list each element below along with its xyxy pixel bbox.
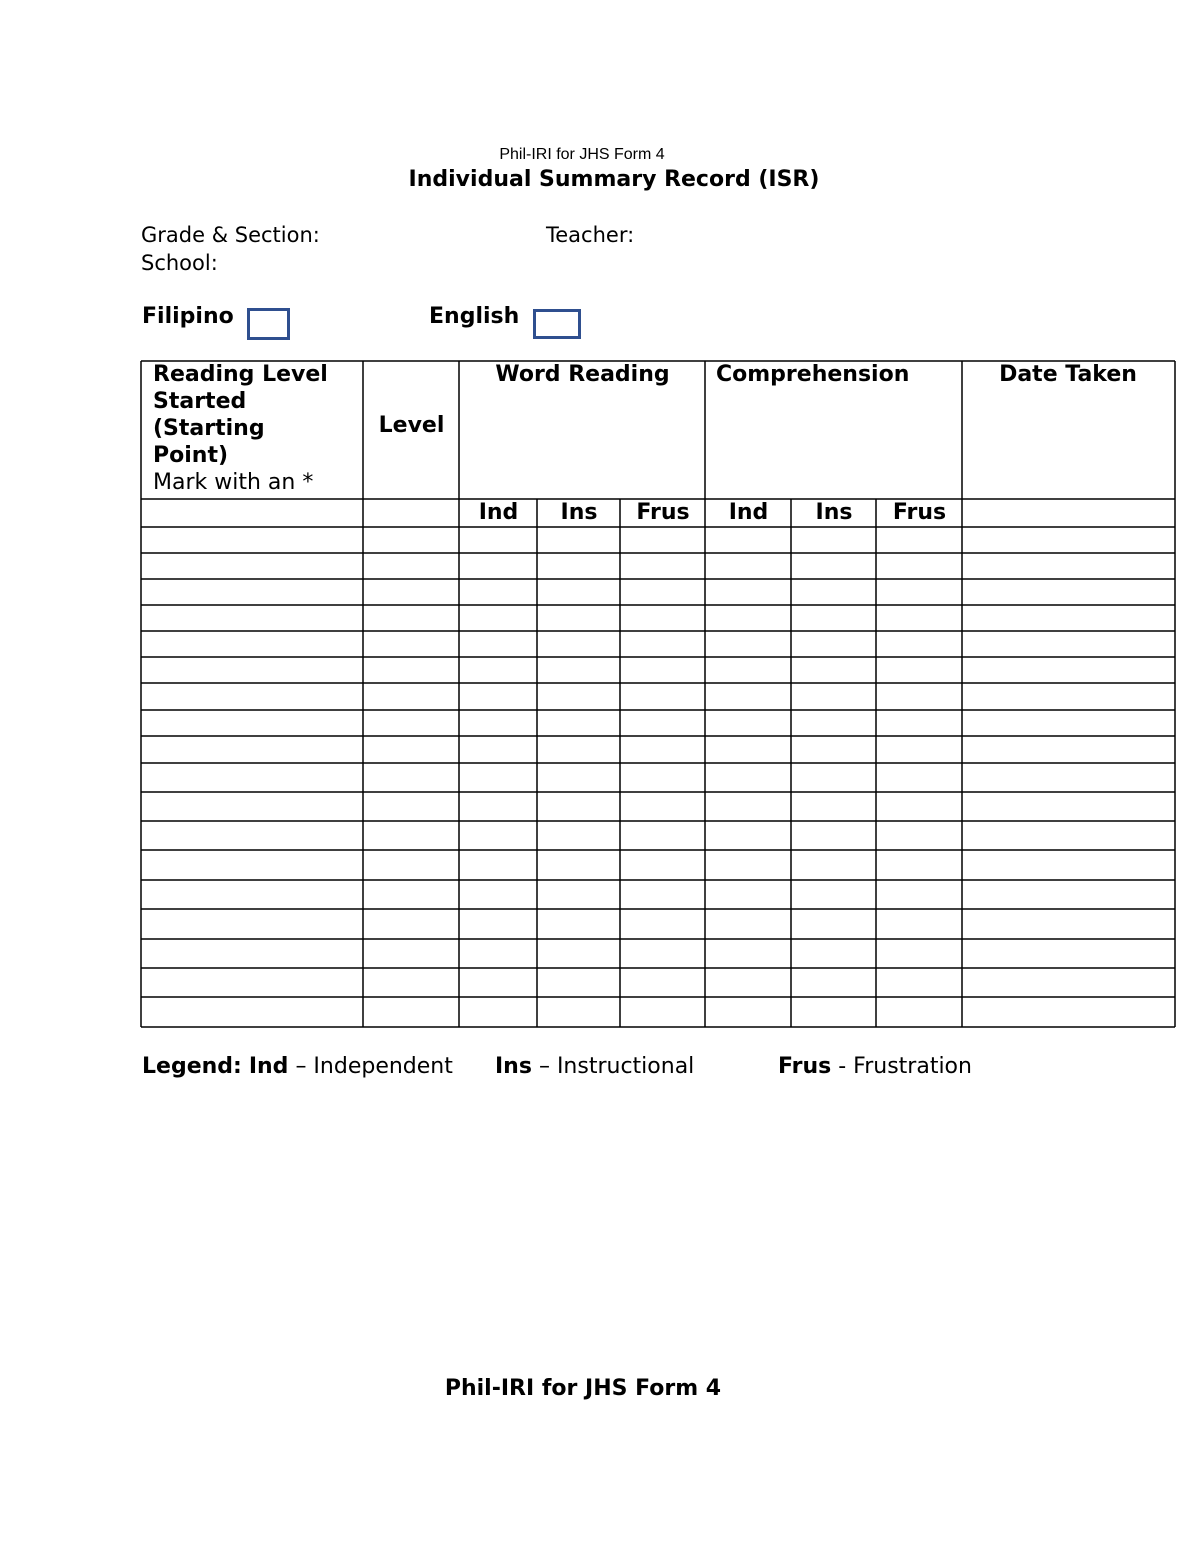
- reading-level-line: Reading Level: [153, 362, 328, 387]
- legend-ins-abbr: Ins: [495, 1054, 532, 1079]
- legend-frus: [778, 1054, 972, 1079]
- word-reading-frus: Frus: [636, 500, 690, 525]
- comprehension-ind: Ind: [728, 500, 769, 525]
- page-footer: Phil-IRI for JHS Form 4: [444, 1376, 722, 1401]
- grade-section-label: Grade & Section:: [141, 223, 320, 247]
- filipino-checkbox[interactable]: [247, 308, 290, 340]
- col-reading-level-header: [153, 361, 328, 496]
- col-comprehension-header: Comprehension: [716, 362, 910, 387]
- legend-label: Legend:: [142, 1054, 242, 1079]
- reading-level-line: (Starting: [153, 416, 265, 441]
- teacher-label: Teacher:: [546, 223, 635, 247]
- col-date-taken-header: Date Taken: [999, 362, 1137, 387]
- comprehension-ins: Ins: [815, 500, 853, 525]
- page-title: Individual Summary Record (ISR): [408, 167, 820, 192]
- legend-frus-text: - Frustration: [838, 1054, 972, 1079]
- reading-level-line: Started: [153, 389, 247, 414]
- legend-ins-text: – Instructional: [538, 1054, 695, 1079]
- english-label: English: [429, 304, 520, 329]
- form-label: Phil-IRI for JHS Form 4: [499, 146, 665, 163]
- legend-ins: [495, 1054, 694, 1079]
- reading-level-note: Mark with an *: [153, 470, 314, 495]
- comprehension-frus: Frus: [892, 500, 947, 525]
- filipino-label: Filipino: [142, 304, 234, 329]
- school-label: School:: [141, 251, 218, 275]
- col-word-reading-header: Word Reading: [495, 362, 670, 387]
- reading-level-line: Point): [153, 443, 229, 468]
- col-level-header: Level: [378, 413, 445, 438]
- word-reading-ind: Ind: [478, 500, 519, 525]
- english-checkbox[interactable]: [533, 309, 581, 339]
- legend-frus-abbr: Frus: [778, 1054, 832, 1079]
- word-reading-ins: Ins: [560, 500, 598, 525]
- legend-ind-text: – Independent: [295, 1054, 453, 1079]
- legend: [142, 1054, 453, 1079]
- legend-ind-abbr: Ind: [248, 1054, 289, 1079]
